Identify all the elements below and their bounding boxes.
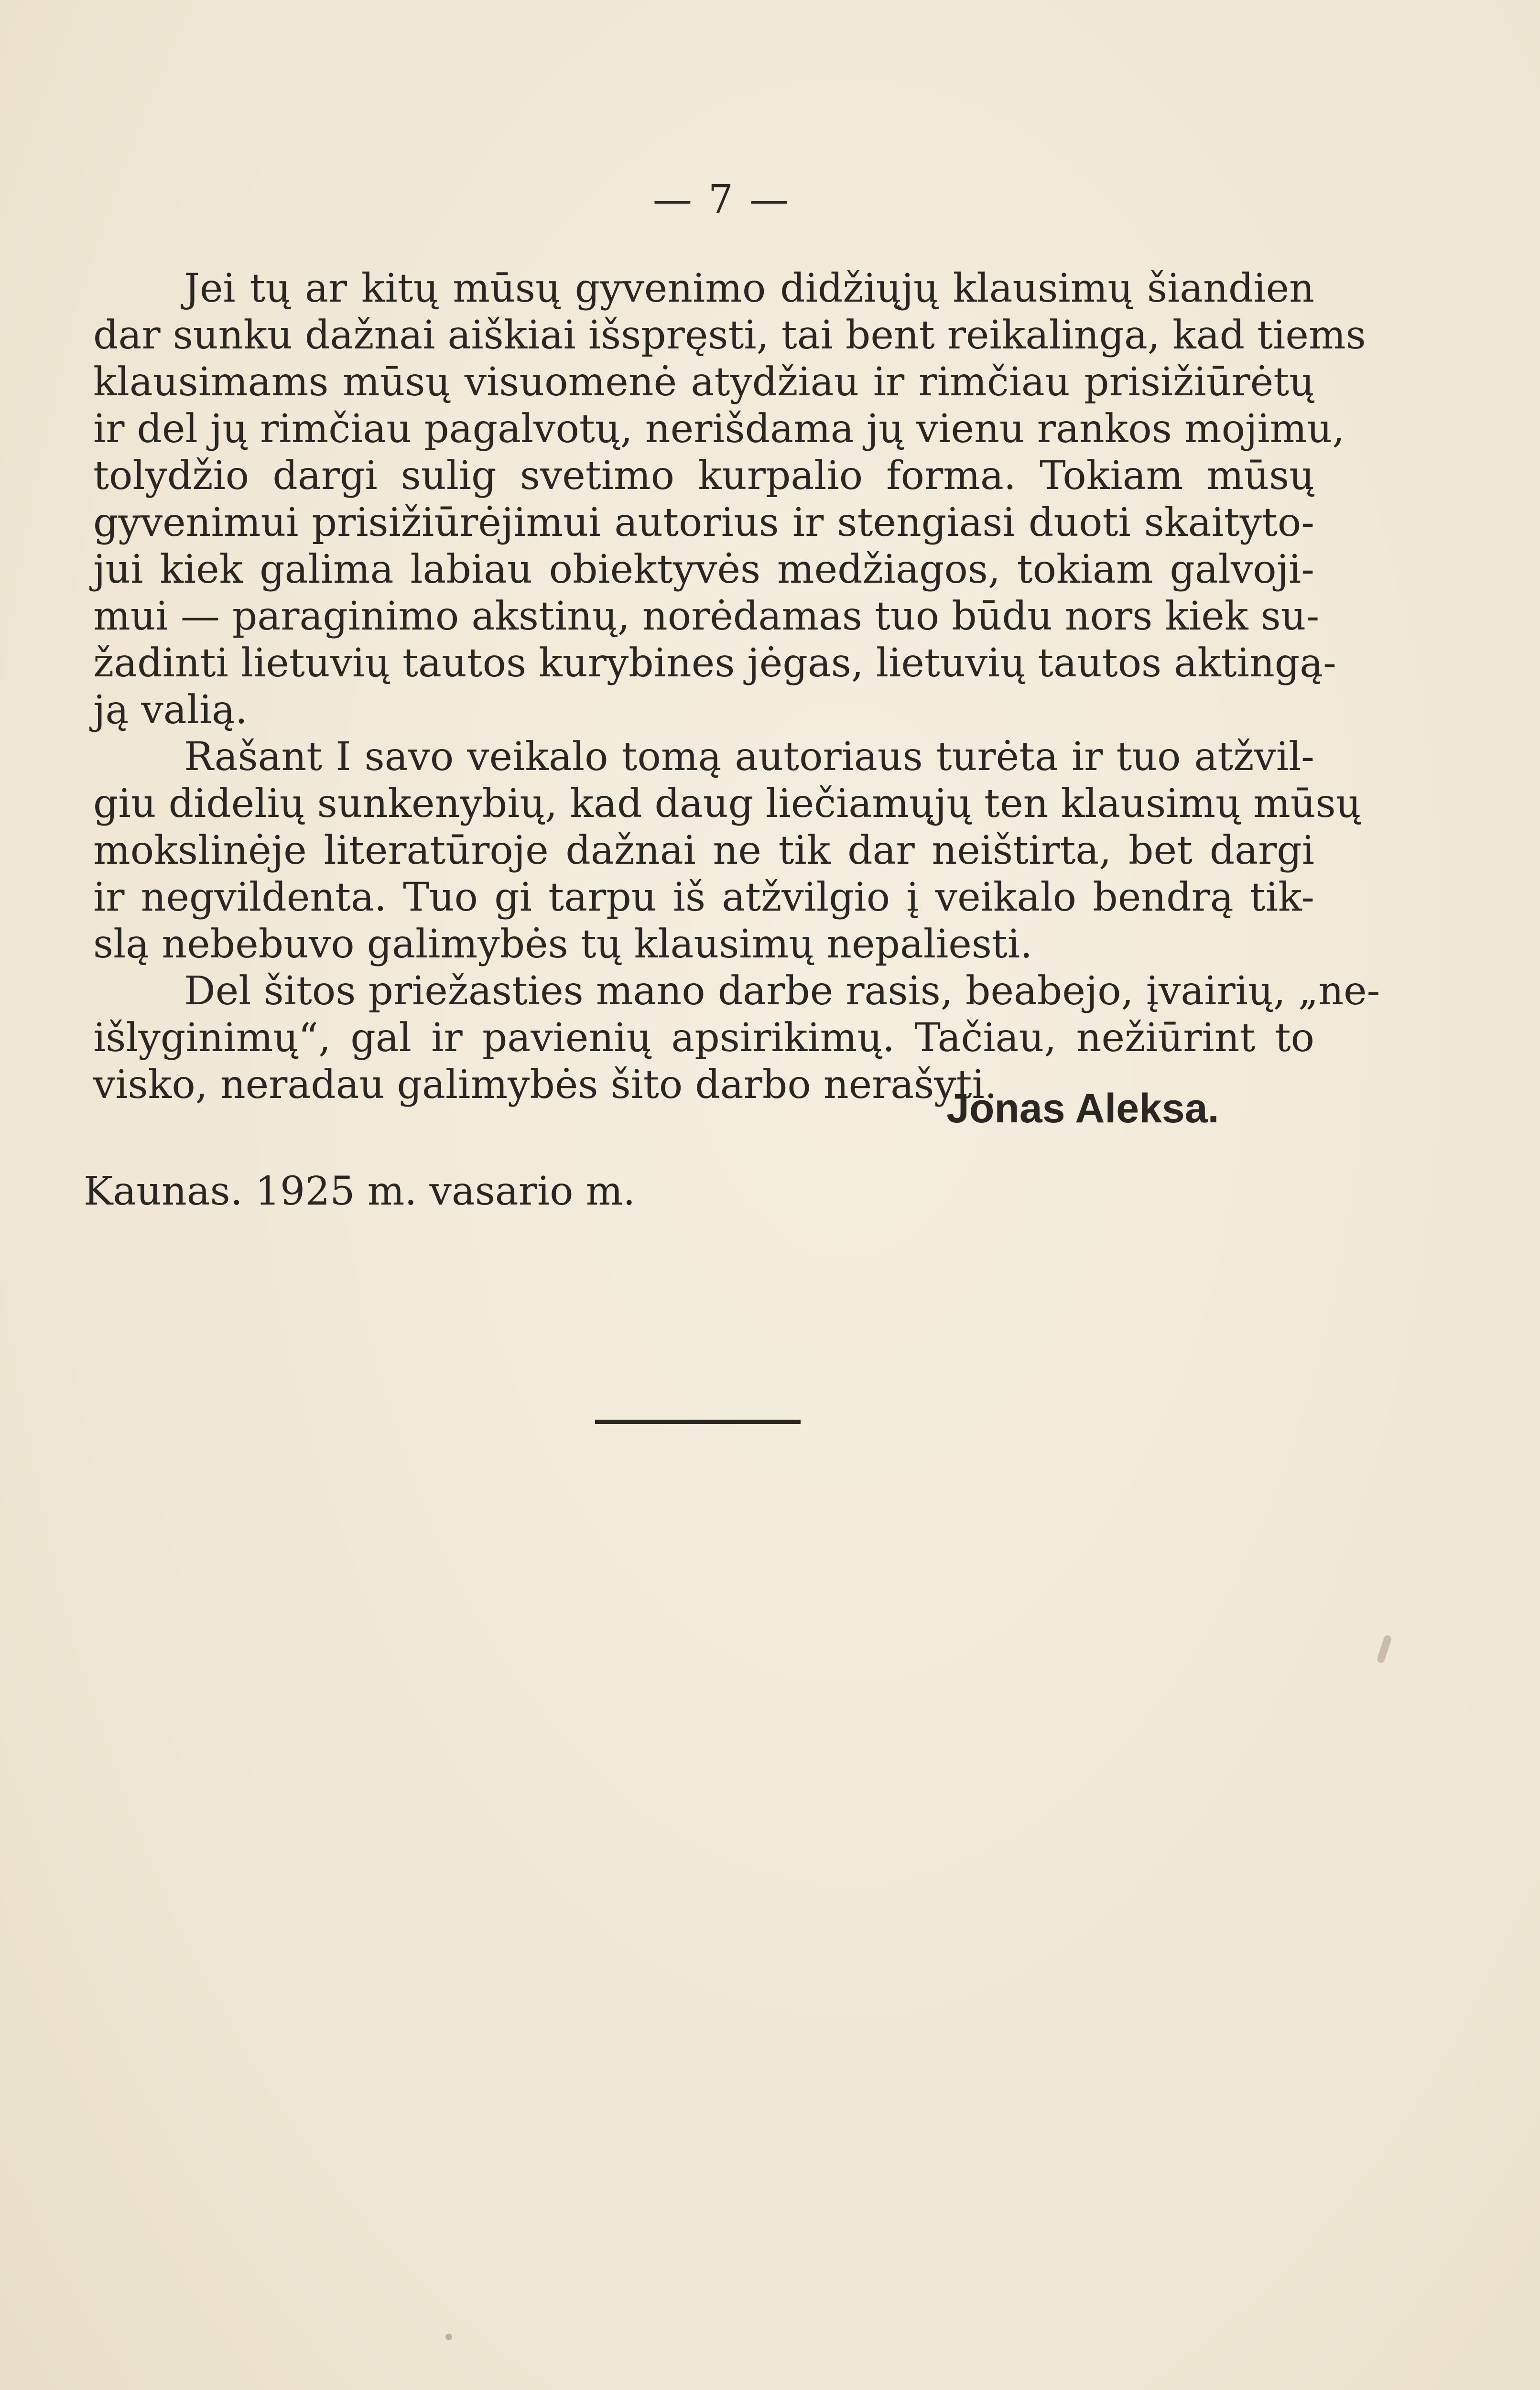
text-line: Jei tų ar kitų mūsų gyvenimo didžiųjų klausimų šiandien (184, 266, 1314, 311)
text-line: jui kiek galima labiau obiektyvės medžiagos, tokiam galvoji- (93, 547, 1314, 592)
text-line: giu didelių sunkenybių, kad daug liečiamųjų ten klausimų mūsų (93, 781, 1361, 826)
text-line: gyvenimui prisižiūrėjimui autorius ir stengiasi duoti skaityto- (93, 500, 1314, 545)
text-line: Rašant I savo veikalo tomą autoriaus turėta ir tuo atžvil- (184, 734, 1314, 780)
text-line: ir negvildenta. Tuo gi tarpu iš atžvilgio į veikalo bendrą tik- (93, 875, 1314, 920)
text-line: išlyginimų“, gal ir pavienių apsirikimų. Tačiau, nežiūrint to (93, 1015, 1314, 1061)
text-line: klausimams mūsų visuomenė atydžiau ir rimčiau prisižiūrėtų (93, 359, 1314, 405)
page-number: — 7 — (652, 177, 791, 222)
text-line: tolydžio dargi sulig svetimo kurpalio forma. Tokiam mūsų (93, 453, 1314, 499)
text-line: dar sunku dažnai aiškiai išspręsti, tai bent reikalinga, kad tiems (93, 313, 1366, 358)
paper-smudge (1376, 1634, 1392, 1664)
section-divider (595, 1420, 801, 1424)
text-line: ir del jų rimčiau pagalvotų, nerišdama jų vienu rankos mojimu, (93, 406, 1345, 452)
text-line: ją valią. (93, 687, 248, 733)
paper-speck (445, 2334, 452, 2340)
text-line: visko, neradau galimybės šito darbo nerašyti. (93, 1062, 997, 1108)
author-signature: Jonas Aleksa. (946, 1086, 1219, 1131)
text-line: slą nebebuvo galimybės tų klausimų nepaliesti. (93, 922, 1033, 967)
place-date: Kaunas. 1925 m. vasario m. (84, 1169, 636, 1214)
preface-text (93, 265, 1380, 1108)
text-line: mui — paraginimo akstinų, norėdamas tuo būdu nors kiek su- (93, 594, 1320, 639)
text-line: žadinti lietuvių tautos kurybines jėgas, lietuvių tautos aktingą- (93, 641, 1336, 686)
text-line: mokslinėje literatūroje dažnai ne tik dar neištirta, bet dargi (93, 828, 1314, 873)
text-line: Del šitos priežasties mano darbe rasis, beabejo, įvairių, „ne- (184, 968, 1380, 1014)
